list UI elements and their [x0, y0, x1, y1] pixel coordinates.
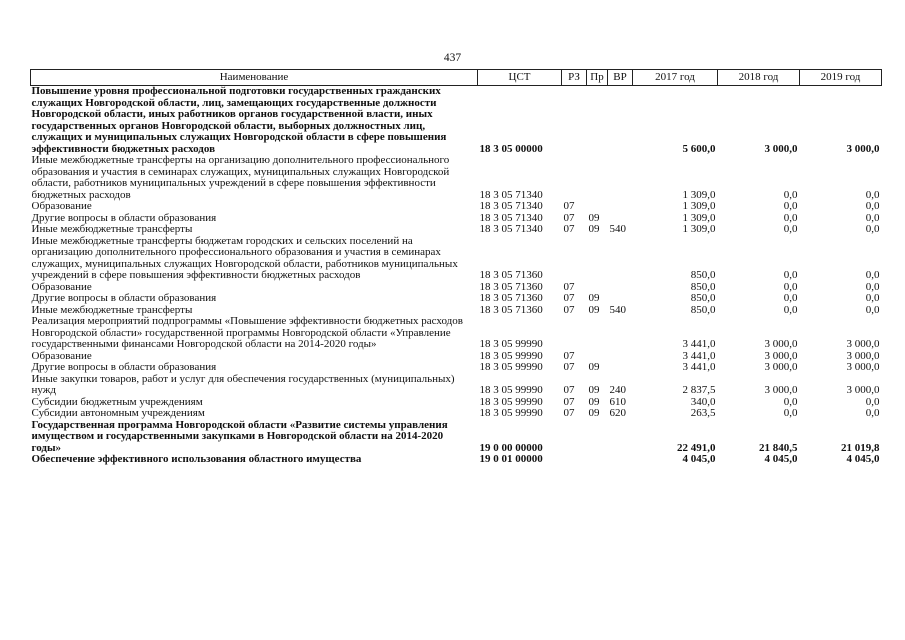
- table-body: [31, 86, 882, 466]
- cell-pr: [587, 201, 608, 213]
- cell-2019: 3 000,0: [846, 142, 880, 155]
- header-name: Наименование: [31, 70, 478, 86]
- cell-2017: 1 309,0: [682, 211, 716, 224]
- cell-2019: 0,0: [865, 303, 880, 316]
- cell-2019: 3 000,0: [846, 361, 880, 373]
- cell-vr: [608, 454, 633, 466]
- cell-cst: 18 3 05 99990: [479, 338, 543, 350]
- cell-name: Иные межбюджетные трансферты: [31, 223, 193, 235]
- cell-rz: [562, 420, 587, 455]
- cell-rz: [562, 155, 587, 201]
- cell-pr: [587, 155, 608, 201]
- cell-vr: 620: [609, 407, 626, 419]
- cell-rz: 07: [563, 223, 575, 235]
- cell-2017: 3 441,0: [682, 349, 716, 362]
- cell-2017: 1 309,0: [682, 188, 716, 201]
- cell-2017: 850,0: [690, 280, 716, 293]
- cell-pr: 09: [588, 211, 600, 224]
- cell-rz: 07: [563, 292, 575, 304]
- cell-2018: 0,0: [783, 280, 798, 293]
- cell-2018: 0,0: [783, 188, 798, 201]
- cell-name: Образование: [31, 349, 92, 362]
- cell-rz: 07: [563, 361, 575, 373]
- cell-2018: 3 000,0: [764, 338, 798, 350]
- cell-2018: 3 000,0: [764, 349, 798, 362]
- cell-name: Реализация мероприятий подпрограммы «Повышение эффективности бюджетных расходов Новгородской области» государственной программы Новгородской области «Управление государственными финансами Новгородской области на 2014-2020 годы»: [31, 315, 463, 350]
- cell-2019: 0,0: [865, 223, 880, 235]
- cell-pr: [587, 236, 608, 282]
- cell-2017: 1 309,0: [682, 223, 716, 235]
- cell-pr: [587, 316, 608, 351]
- cell-2019: 0,0: [865, 211, 880, 224]
- cell-2018: 0,0: [783, 200, 798, 212]
- cell-2018: 0,0: [783, 407, 798, 419]
- table-row: [31, 236, 882, 282]
- cell-2019: 21 019,8: [841, 441, 880, 454]
- cell-rz: 07: [563, 303, 575, 316]
- cell-vr: 240: [609, 384, 626, 396]
- cell-2019: 3 000,0: [846, 338, 880, 350]
- cell-vr: 540: [609, 303, 626, 316]
- cell-2018: 3 000,0: [764, 361, 798, 373]
- cell-cst: 18 3 05 71360: [479, 280, 543, 293]
- cell-cst: 18 3 05 71340: [479, 223, 543, 235]
- page-number: 437: [443, 52, 462, 64]
- cell-cst: 18 3 05 99990: [479, 407, 543, 419]
- cell-2017: 263,5: [690, 407, 716, 419]
- cell-2019: 3 000,0: [846, 349, 880, 362]
- cell-rz: 07: [563, 349, 575, 362]
- cell-2018: 3 000,0: [764, 142, 798, 155]
- table-row: [31, 420, 882, 455]
- table-row: [31, 201, 882, 213]
- table-row: [31, 316, 882, 351]
- cell-2018: 3 000,0: [764, 384, 798, 396]
- cell-pr: 09: [588, 384, 600, 396]
- cell-vr: 540: [609, 223, 626, 235]
- cell-pr: [587, 420, 608, 455]
- header-pr: Пр: [587, 70, 608, 86]
- cell-2018: 0,0: [783, 211, 798, 224]
- cell-name: Обеспечение эффективного использования областного имущества: [31, 453, 362, 465]
- cell-cst: 18 3 05 99990: [479, 384, 543, 396]
- cell-2018: 4 045,0: [764, 453, 798, 465]
- cell-name: Образование: [31, 280, 92, 293]
- cell-cst: 18 3 05 71340: [479, 188, 543, 201]
- cell-rz: [562, 454, 587, 466]
- cell-pr: 09: [588, 407, 600, 419]
- cell-vr: [608, 293, 633, 305]
- cell-name: Другие вопросы в области образования: [31, 211, 217, 224]
- cell-vr: [608, 420, 633, 455]
- cell-rz: 07: [563, 200, 575, 212]
- cell-rz: [562, 316, 587, 351]
- header-2018: 2018 год: [718, 70, 800, 86]
- cell-name: Иные закупки товаров, работ и услуг для обеспечения государственных (муниципальных) нужд: [31, 372, 455, 396]
- cell-vr: [608, 362, 633, 374]
- cell-rz: 07: [563, 407, 575, 419]
- cell-vr: [608, 155, 633, 201]
- cell-pr: 09: [588, 395, 600, 408]
- header-rz: РЗ: [562, 70, 587, 86]
- cell-2019: 3 000,0: [846, 384, 880, 396]
- cell-cst: 18 3 05 71360: [479, 292, 543, 304]
- cell-name: Другие вопросы в области образования: [31, 292, 217, 304]
- cell-2018: 0,0: [783, 269, 798, 281]
- cell-2017: 3 441,0: [682, 361, 716, 373]
- cell-name: Субсидии бюджетным учреждениям: [31, 395, 203, 408]
- cell-cst: 18 3 05 99990: [479, 349, 543, 362]
- header-2017: 2017 год: [633, 70, 718, 86]
- cell-rz: [562, 86, 587, 156]
- cell-2017: 850,0: [690, 292, 716, 304]
- header-vr: ВР: [608, 70, 633, 86]
- cell-2019: 0,0: [865, 292, 880, 304]
- cell-name: Иные межбюджетные трансферты: [31, 303, 193, 316]
- cell-cst: 18 3 05 00000: [479, 142, 543, 155]
- table-row: [31, 224, 882, 236]
- cell-cst: 18 3 05 99990: [479, 361, 543, 373]
- cell-rz: 07: [563, 211, 575, 224]
- cell-2018: 21 840,5: [759, 441, 798, 454]
- cell-pr: 09: [588, 361, 600, 373]
- cell-vr: [608, 236, 633, 282]
- cell-2019: 0,0: [865, 407, 880, 419]
- cell-pr: [587, 86, 608, 156]
- cell-name: Субсидии автономным учреждениям: [31, 407, 205, 419]
- cell-2018: 0,0: [783, 292, 798, 304]
- cell-cst: 18 3 05 71340: [479, 200, 543, 212]
- cell-pr: 09: [588, 292, 600, 304]
- table-row: [31, 293, 882, 305]
- cell-2019: 0,0: [865, 188, 880, 201]
- cell-rz: 07: [563, 395, 575, 408]
- cell-2017: 4 045,0: [682, 453, 716, 465]
- cell-rz: 07: [563, 280, 575, 293]
- cell-2019: 4 045,0: [846, 453, 880, 465]
- cell-vr: [608, 86, 633, 156]
- table-row: [31, 362, 882, 374]
- cell-2018: 0,0: [783, 303, 798, 316]
- cell-name: Повышение уровня профессиональной подготовки государственных гражданских служащих Новгородской области, лиц, замещающих государственные должности Новгородской области, иных работников органов государственной власти, иных государственных органов Новгородской области, выборных должностных лиц, служащих и муниципальных служащих Новгородской области в сфере повышения эффективности бюджетных расходов: [31, 85, 447, 155]
- header-2019: 2019 год: [800, 70, 882, 86]
- header-cst: ЦСТ: [478, 70, 562, 86]
- cell-name: Иные межбюджетные трансферты на организацию дополнительного профессионального образования и участия в семинарах служащих, муниципальных служащих Новгородской области, работников муниципальных учреждений в сфере повышения эффективности бюджетных расходов: [31, 154, 450, 201]
- table-row: [31, 408, 882, 420]
- cell-cst: 18 3 05 71340: [479, 211, 543, 224]
- cell-vr: [608, 201, 633, 213]
- table-row: [31, 86, 882, 156]
- cell-vr: [608, 282, 633, 294]
- table-row: [31, 374, 882, 397]
- cell-pr: 09: [588, 303, 600, 316]
- cell-vr: [608, 351, 633, 363]
- cell-2017: 850,0: [690, 269, 716, 281]
- cell-vr: 610: [609, 395, 626, 408]
- budget-table: [30, 69, 882, 466]
- cell-2018: 0,0: [783, 223, 798, 235]
- cell-2019: 0,0: [865, 395, 880, 408]
- cell-2019: 0,0: [865, 280, 880, 293]
- table-header: [31, 70, 882, 86]
- cell-2018: 0,0: [783, 395, 798, 408]
- cell-pr: [587, 454, 608, 466]
- cell-name: Другие вопросы в области образования: [31, 361, 217, 373]
- cell-cst: 18 3 05 99990: [479, 395, 543, 408]
- cell-2019: 0,0: [865, 269, 880, 281]
- cell-name: Государственная программа Новгородской области «Развитие системы управления имуществом и государственными закупками в Новгородской области на 2014-2020 годы»: [31, 418, 448, 454]
- cell-rz: [562, 236, 587, 282]
- cell-cst: 18 3 05 71360: [479, 303, 543, 316]
- cell-name: Иные межбюджетные трансферты бюджетам городских и сельских поселений на организацию дополнительного профессионального образования и участия в семинарах служащих, муниципальных служащих Новгородской области, работников муниципальных учреждений в сфере повышения эффективности бюджетных расходов: [31, 234, 458, 281]
- cell-2017: 22 491,0: [677, 441, 716, 454]
- cell-2017: 3 441,0: [682, 338, 716, 350]
- cell-vr: [608, 316, 633, 351]
- cell-2017: 850,0: [690, 303, 716, 316]
- cell-name: Образование: [31, 200, 92, 212]
- cell-2017: 2 837,5: [682, 384, 716, 396]
- cell-2017: 340,0: [690, 395, 716, 408]
- cell-2019: 0,0: [865, 200, 880, 212]
- cell-2017: 1 309,0: [682, 200, 716, 212]
- cell-cst: 19 0 01 00000: [479, 453, 543, 465]
- table-row: [31, 454, 882, 466]
- cell-pr: 09: [588, 223, 600, 235]
- cell-rz: 07: [563, 384, 575, 396]
- cell-cst: 18 3 05 71360: [479, 269, 543, 281]
- table-row: [31, 155, 882, 201]
- cell-2017: 5 600,0: [682, 142, 716, 155]
- cell-cst: 19 0 00 00000: [479, 441, 543, 454]
